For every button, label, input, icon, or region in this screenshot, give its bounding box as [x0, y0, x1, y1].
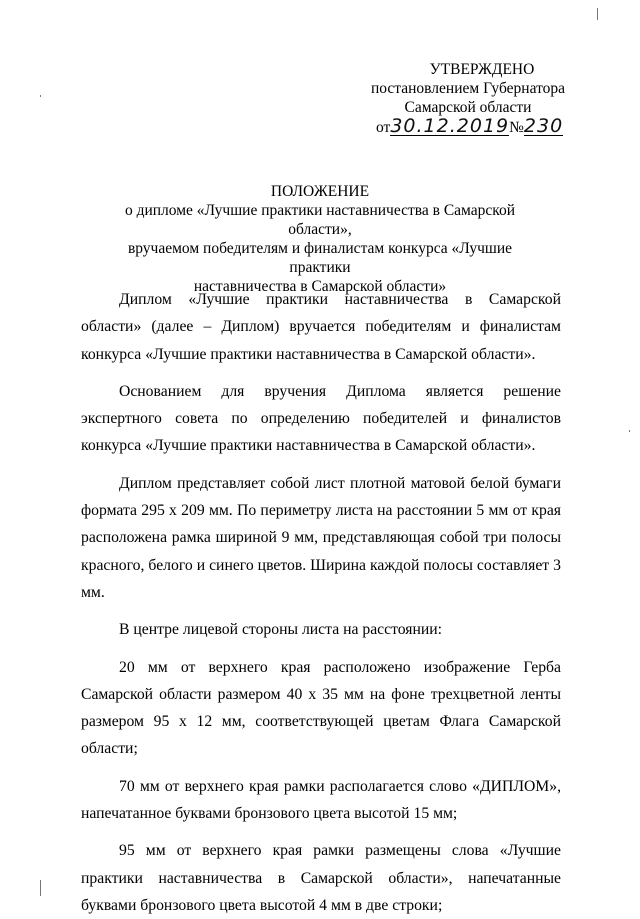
title-line: вручаемом победителям и финалистам конкурса «Лучшие практики [127, 240, 513, 276]
handwritten-date: 30.12.2019 [390, 115, 510, 137]
paragraph: 20 мм от верхнего края расположено изображение Герба Самарской области размером 40 х 35 мм на фоне трехцветной ленты размером 95 х 12 мм, соответствующей цветам Флага Самарской области; [81, 658, 561, 758]
title-line: наставничества в Самарской области» [193, 278, 447, 295]
approval-stamp: УТВЕРЖДЕНО [429, 61, 535, 78]
paragraph: 95 мм от верхнего края рамки размещены слова «Лучшие практики наставничества в Самарской области», напечатанные буквами бронзового цвета высотой 4 мм в две строки; [81, 842, 561, 914]
title-heading: ПОЛОЖЕНИЕ [270, 183, 370, 200]
scan-speck [40, 95, 41, 97]
paragraph: Основанием для вручения Диплома является решение экспертного совета по определению победителей и финалистов конкурса «Лучшие практики наставничества в Самарской области». [81, 382, 561, 455]
paragraph: Диплом представляет собой лист плотной матовой белой бумаги формата 295 х 209 мм. По периметру листа на расстоянии 5 мм от края расположена рамка шириной 9 мм, представляющая собой три полосы красного, белого и синего цветов. Ширина каждой полосы составляет 3 мм. [81, 474, 561, 601]
approval-date-line [368, 117, 568, 137]
scan-speck [629, 430, 630, 432]
paragraph: 70 мм от верхнего края рамки располагается слово «ДИПЛОМ», напечатанное буквами бронзового цвета высотой 15 мм; [81, 777, 561, 823]
approval-line: Самарской области [404, 99, 532, 116]
approval-block [368, 60, 568, 137]
handwritten-number: 230 [523, 115, 564, 137]
scan-speck [597, 8, 598, 20]
scan-speck [40, 880, 41, 896]
document-body [81, 286, 561, 919]
paragraph: В центре лицевой стороны листа на расстоянии: [119, 621, 443, 639]
date-prefix: от [376, 119, 391, 136]
approval-line: постановлением Губернатора [370, 80, 566, 97]
document-title [100, 182, 540, 296]
paragraph: Диплом «Лучшие практики наставничества в Самарской области» (далее – Диплом) вручается победителям и финалистам конкурса «Лучшие практики наставничества в Самарской области». [81, 291, 561, 363]
number-sign: № [509, 119, 524, 136]
title-line: о дипломе «Лучшие практики наставничества в Самарской области», [124, 202, 516, 238]
